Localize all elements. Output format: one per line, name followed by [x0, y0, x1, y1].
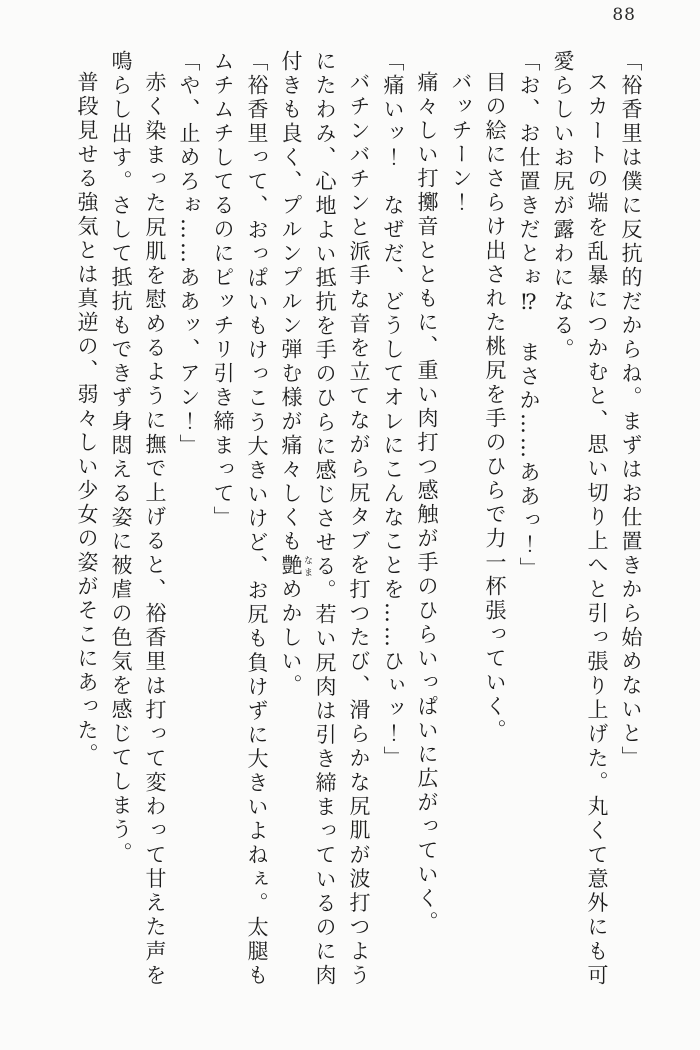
paragraph: 赤く染まった尻肌を慰めるように撫で上げると、裕香里は打って変わって甘えた声を鳴らし出す。さして抵抗もできず身悶える姿に被虐の色気を感じてしまう。 [109, 50, 167, 988]
paragraph: 「裕香里って、おっぱいもけっこう大きいけど、お尻も負けずに大きいよねぇ。太腿もムチムチしてるのにピッチリ引き締まって」 [211, 50, 269, 988]
paragraph: 「お、お仕置きだとぉ⁉ まさか……ああっ！」 [517, 50, 541, 581]
paragraph: 普段見せる強気とは真逆の、弱々しい少女の姿がそこにあった。 [75, 71, 99, 767]
furigana-ruby: 艶 なま [279, 554, 312, 578]
paragraph: 「痛いッ！ なぜだ、どうしてオレにこんなことを……ひぃッ！」 [381, 50, 405, 770]
vertical-text-block [44, 50, 648, 988]
paragraph: バチンバチンと派手な音を立てながら尻タブを打つたび、滑らかな尻肌が波打つようにたわみ、心地よい抵抗を手のひらに感じさせる。若い尻肉は引き締まっているのに肉付きも良く、プルンプルン弾む様が痛々しくも艶 なまめかしい。 [279, 50, 371, 988]
paragraph: スカートの端を乱暴につかむと、思い切り上へと引っ張り上げた。丸くて意外にも可愛らしいお尻が露わになる。 [551, 50, 609, 988]
paragraph: 「や、止めろぉ……ああッ、アン！」 [177, 50, 201, 458]
page-number: 88 [612, 5, 636, 25]
paragraph: 「裕香里は僕に反抗的だからね。まずはお仕置きから始めないと」 [619, 50, 643, 770]
paragraph: 痛々しい打擲音とともに、重い肉打つ感触が手のひらいっぱいに広がっていく。 [415, 71, 439, 935]
paragraph: バッチーン！ [449, 71, 473, 215]
paragraph: 目の絵にさらけ出された桃尻を手のひらで力一杯張っていく。 [483, 71, 507, 743]
